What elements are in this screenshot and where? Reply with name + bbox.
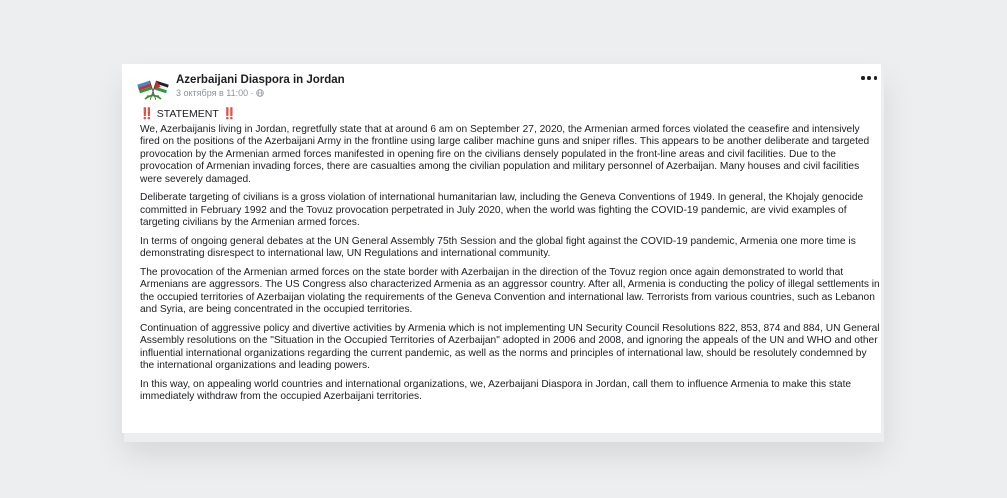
post-meta [176,88,264,98]
statement-heading [140,108,880,121]
globe-icon[interactable] [256,89,264,97]
post-body [140,108,880,410]
jordan-azerbaijan-crossed-flags-icon[interactable] [137,72,169,104]
page-name-link[interactable]: Azerbaijani Diaspora in Jordan [176,74,345,86]
post-paragraph: We, Azerbaijanis living in Jordan, regretfully state that at around 6 am on September 27, 2020, the Armenian armed forces violated the ceasefire and intensively fired on the positions of the Azerbaijani Army in the frontline using large caliber machine guns and sniper rifles. This appears to be another deliberate and targeted provocation by the Armenian armed forces manifested in opening fire on the civilians densely populated in the front-line areas and civil facilities. Due to the provocation of Armenian invading forces, there are casualties among the civilian population and military personnel of Azerbaijan. Many houses and civil facilities were severely damaged. [140,123,870,185]
double-exclamation-icon: ‼️ [140,108,153,120]
post-paragraph: Deliberate targeting of civilians is a gross violation of international humanitarian law, including the Geneva Conventions of 1949. In general, the Khojaly genocide committed in February 1992 and the Tovuz provocation perpetrated in July 2020, when the world was fighting the COVID-19 pandemic, are vivid examples of targeting civilians by the Armenian armed forces. [140,192,864,228]
post-paragraph: In terms of ongoing general debates at the UN General Assembly 75th Session and the global fight against the COVID-19 pandemic, Armenia one more time is demonstrating disrespect to international law, UN Regulations and international community. [140,235,856,259]
facebook-post-card [122,64,881,433]
more-options-icon[interactable] [861,73,877,83]
statement-title: STATEMENT [156,108,219,120]
post-paragraph: In this way, on appealing world countries and international organizations, we, Azerbaijani Diaspora in Jordan, call them to influence Armenia to make this state immediately withdraw from the occupied Azerbaijani territories. [140,378,852,402]
post-paragraph: Continuation of aggressive policy and divertive activities by Armenia which is not implementing UN Security Council Resolutions 822, 853, 874 and 884, UN General Assembly resolutions on the "Situation in the Occupied Territories of Azerbaijan" adopted in 2006 and 2008, and ignoring the appeals of the UN and WHO and other influential international organizations regarding the current pandemic, as well as the norms and principles of international law, should be resolutely condemned by the international organizations and leading powers. [140,322,880,371]
post-paragraph: The provocation of the Armenian armed forces on the state border with Azerbaijan in the direction of the Tovuz region once again demonstrated to world that Armenians are aggressors. The US Congress also characterized Armenia as an aggressor country. After all, Armenia is conducting the policy of illegal settlements in the occupied territories of Azerbaijan violating the requirements of the Geneva Convention and international law. Terrorists from various countries, such as Lebanon and Syria, are being concentrated in the occupied territories. [140,266,880,315]
post-timestamp[interactable]: 3 октября в 11:00 · [176,88,254,98]
double-exclamation-icon: ‼️ [222,108,236,120]
